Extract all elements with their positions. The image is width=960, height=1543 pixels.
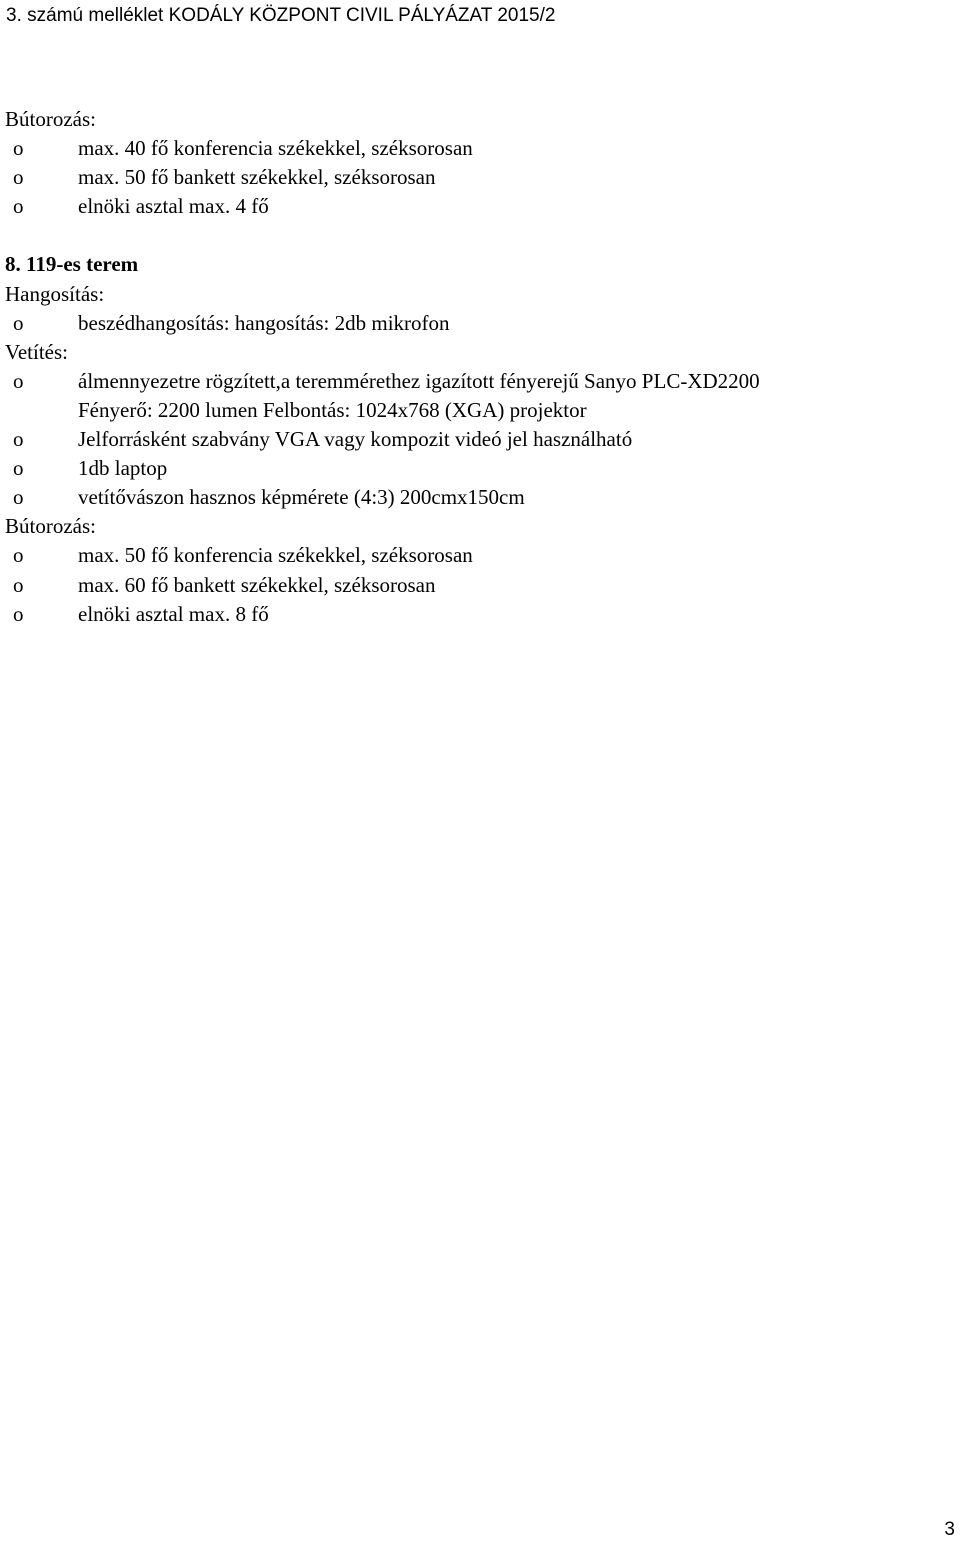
bullet-icon: o — [13, 485, 24, 510]
list-item-text: max. 50 fő konferencia székekkel, széksorosan — [78, 543, 473, 568]
list-item — [5, 483, 945, 512]
list-item-text: max. 40 fő konferencia székekkel, széksorosan — [78, 136, 473, 161]
list-item — [5, 367, 945, 396]
list-item-text: álmennyezetre rögzített,a teremmérethez igazított fényerejű Sanyo PLC-XD2200 — [78, 368, 760, 393]
bullet-icon: o — [13, 194, 24, 219]
list-item-text: beszédhangosítás: hangosítás: 2db mikrofon — [78, 310, 450, 335]
list-item-text: 1db laptop — [78, 456, 168, 481]
list-item — [5, 425, 945, 454]
list-item-text: elnöki asztal max. 8 fő — [78, 601, 269, 626]
list-item — [5, 541, 945, 570]
bullet-icon: o — [13, 368, 24, 393]
list-item — [5, 571, 945, 600]
bullet-icon: o — [13, 572, 24, 597]
bullet-icon: o — [13, 601, 24, 626]
list-item — [5, 134, 945, 163]
spacer — [5, 221, 945, 250]
list-item — [5, 163, 945, 192]
page-number: 3 — [944, 1519, 955, 1540]
document-body — [5, 105, 945, 629]
list-item-text: Jelforrásként szabvány VGA vagy kompozit videó jel használható — [78, 427, 633, 452]
list-item — [5, 454, 945, 483]
bullet-icon: o — [13, 165, 24, 190]
bullet-icon: o — [13, 310, 24, 335]
bullet-icon: o — [13, 427, 24, 452]
list-item-text: max. 50 fő bankett székekkel, széksorosan — [78, 165, 436, 190]
bullet-icon: o — [13, 456, 24, 481]
room-heading: 8. 119-es terem — [5, 252, 139, 277]
bullet-icon: o — [13, 543, 24, 568]
list-item-text: vetítővászon hasznos képmérete (4:3) 200cmx150cm — [78, 485, 525, 510]
list-item — [5, 192, 945, 221]
list-item — [5, 309, 945, 338]
list-item-text: elnöki asztal max. 4 fő — [78, 194, 269, 219]
sound-label: Hangosítás: — [5, 281, 105, 306]
furniture-label: Bútorozás: — [5, 514, 96, 539]
list-item-continuation: Fényerő: 2200 lumen Felbontás: 1024x768 (XGA) projektor — [78, 397, 587, 422]
page-header: 3. számú melléklet KODÁLY KÖZPONT CIVIL PÁLYÁZAT 2015/2 — [6, 5, 556, 26]
projection-label: Vetítés: — [5, 339, 68, 364]
list-item-text: max. 60 fő bankett székekkel, széksorosan — [78, 572, 436, 597]
bullet-icon: o — [13, 136, 24, 161]
furniture-label: Bútorozás: — [5, 107, 96, 131]
list-item — [5, 600, 945, 629]
